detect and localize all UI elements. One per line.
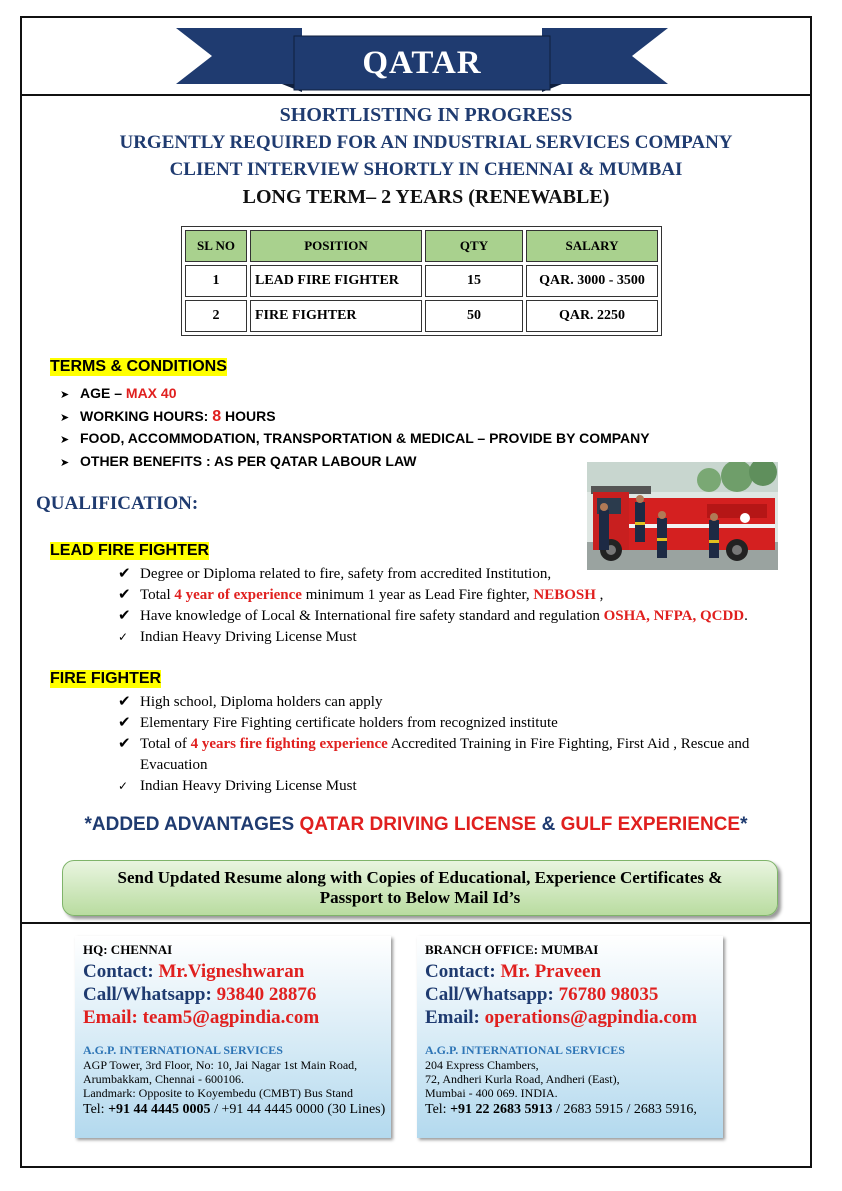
address-line: 204 Express Chambers, — [425, 1058, 539, 1072]
terms-list — [60, 382, 760, 472]
table-header: SALARY — [526, 230, 658, 262]
contact-line — [425, 960, 723, 983]
table-cell: 15 — [425, 265, 523, 297]
call-line — [83, 983, 391, 1006]
check-icon: ✔ — [118, 736, 131, 752]
text-segment: Accredited Training in Fire Fighting, First Aid , Rescue and Evacuation — [140, 736, 750, 773]
requirement-text: Indian Heavy Driving License Must — [140, 778, 357, 794]
list-item — [118, 564, 808, 585]
banner-title: QATAR — [362, 45, 482, 81]
resume-line: Send Updated Resume along with Copies of Educational, Experience Certificates & — [117, 868, 723, 887]
tel-primary: +91 44 4445 0005 — [108, 1102, 211, 1117]
list-item — [118, 606, 808, 627]
check-icon: ✔ — [118, 694, 131, 710]
tel-label: Tel: — [425, 1102, 451, 1117]
banner-divider — [20, 94, 812, 96]
list-item — [118, 776, 808, 797]
highlight-text: GULF EXPERIENCE — [560, 814, 741, 835]
email-line — [83, 1006, 391, 1029]
terms-title: TERMS & CONDITIONS — [50, 358, 227, 375]
list-item — [60, 405, 760, 428]
call-line — [425, 983, 723, 1006]
requirement-text — [140, 585, 808, 606]
address-line: AGP Tower, 3rd Floor, No: 10, Jai Nagar 1st Main Road, — [83, 1058, 358, 1072]
table-cell: FIRE FIGHTER — [250, 300, 422, 332]
branch-mumbai-card — [417, 936, 723, 1138]
term-label: AGE – — [80, 385, 126, 401]
tel-primary: +91 22 2683 5913 — [450, 1102, 553, 1117]
headline-required: URGENTLY REQUIRED FOR AN INDUSTRIAL SERVICES COMPANY — [119, 132, 733, 153]
address-line: Landmark: Opposite to Koyembedu (CMBT) Bus Stand — [83, 1086, 353, 1100]
contact-name: Mr.Vigneshwaran — [158, 961, 305, 982]
headline-shortlisting: SHORTLISTING IN PROGRESS — [279, 104, 573, 126]
check-icon: ✔ — [118, 608, 131, 624]
contact-label: Contact: — [83, 961, 159, 982]
term-unit: HOURS — [221, 407, 276, 424]
text-segment: . — [744, 608, 748, 624]
address-line: 72, Andheri Kurla Road, Andheri (East), — [425, 1072, 620, 1086]
tel-secondary: / +91 44 4445 0000 (30 Lines) — [210, 1102, 386, 1117]
hq-chennai-card — [75, 936, 391, 1138]
call-label: Call/Whatsapp: — [425, 984, 559, 1005]
arrow-bullet-icon: ➤ — [60, 434, 70, 447]
tel-line — [83, 1102, 391, 1118]
email-line — [425, 1006, 723, 1029]
text-segment: *ADDED ADVANTAGES — [84, 814, 300, 835]
email-link[interactable]: team5@agpindia.com — [142, 1007, 320, 1028]
contact-line — [83, 960, 391, 983]
tel-secondary: / 2683 5915 / 2683 5916, — [552, 1102, 697, 1117]
phone-number[interactable]: 93840 28876 — [216, 984, 317, 1005]
phone-number[interactable]: 76780 98035 — [558, 984, 659, 1005]
highlight-text: QATAR DRIVING LICENSE — [299, 814, 537, 835]
office-title: HQ: CHENNAI — [83, 942, 173, 957]
country-banner — [176, 26, 668, 92]
requirement-text: High school, Diploma holders can apply — [140, 694, 383, 710]
list-item — [118, 734, 808, 776]
table-cell: 2 — [185, 300, 247, 332]
text-segment: minimum 1 year as Lead Fire fighter, — [301, 587, 534, 603]
table-cell: 50 — [425, 300, 523, 332]
address-line: Mumbai - 400 069. INDIA. — [425, 1086, 558, 1100]
table-header-row — [185, 230, 658, 262]
fire-fighter-title: FIRE FIGHTER — [50, 670, 162, 687]
check-icon: ✔ — [118, 587, 131, 603]
arrow-bullet-icon: ➤ — [60, 389, 70, 401]
check-icon: ✓ — [118, 779, 129, 793]
requirement-text: Elementary Fire Fighting certificate holders from recognized institute — [140, 715, 558, 731]
email-label: Email: — [425, 1007, 485, 1028]
term-label: WORKING HOURS: — [80, 407, 213, 424]
headline-interview: CLIENT INTERVIEW SHORTLY IN CHENNAI & MUMBAI — [169, 159, 683, 180]
email-label: Email: — [83, 1007, 143, 1028]
table-cell: 1 — [185, 265, 247, 297]
fire-truck-icon — [587, 462, 778, 570]
list-item — [118, 627, 808, 648]
positions-table — [181, 226, 662, 336]
list-item — [60, 427, 760, 450]
table-row — [185, 265, 658, 297]
text-segment: * — [740, 814, 748, 835]
table-cell: LEAD FIRE FIGHTER — [250, 265, 422, 297]
table-header: POSITION — [250, 230, 422, 262]
address-line: Arumbakkam, Chennai - 600106. — [83, 1072, 244, 1086]
footer-divider — [20, 922, 812, 924]
arrow-bullet-icon: ➤ — [60, 456, 70, 469]
table-header: QTY — [425, 230, 523, 262]
highlight-text: OSHA, NFPA, QCDD — [603, 608, 745, 624]
headline-term: LONG TERM– 2 YEARS (RENEWABLE) — [242, 186, 610, 208]
check-icon: ✓ — [118, 630, 129, 644]
resume-line: Passport to Below Mail Id’s — [319, 888, 521, 907]
lead-requirements-list — [118, 564, 808, 648]
contact-label: Contact: — [425, 961, 501, 982]
list-item — [118, 713, 808, 734]
requirement-text — [140, 734, 808, 776]
term-text: OTHER BENEFITS : AS PER QATAR LABOUR LAW — [80, 452, 417, 469]
term-value: MAX 40 — [125, 385, 177, 401]
tel-label: Tel: — [83, 1102, 109, 1117]
requirement-text: Indian Heavy Driving License Must — [140, 629, 357, 645]
requirement-text: Degree or Diploma related to fire, safety from accredited Institution, — [140, 566, 552, 582]
fire-truck-image — [587, 462, 778, 570]
requirement-text — [140, 606, 808, 627]
list-item — [118, 585, 808, 606]
send-resume-banner — [62, 860, 778, 916]
table-header: SL NO — [185, 230, 247, 262]
term-text: FOOD, ACCOMMODATION, TRANSPORTATION & MEDICAL – PROVIDE BY COMPANY — [80, 430, 650, 447]
qualification-title: QUALIFICATION: — [36, 493, 199, 514]
email-link[interactable]: operations@agpindia.com — [484, 1007, 698, 1028]
term-value: 8 — [212, 407, 222, 425]
lead-fire-fighter-title: LEAD FIRE FIGHTER — [50, 542, 210, 559]
company-name: A.G.P. INTERNATIONAL SERVICES — [425, 1043, 625, 1057]
text-segment: Total of — [140, 736, 191, 752]
text-segment: Total — [140, 587, 175, 603]
check-icon: ✔ — [118, 566, 131, 582]
arrow-bullet-icon: ➤ — [60, 411, 70, 424]
added-advantages — [20, 814, 812, 836]
tel-line — [425, 1102, 723, 1118]
text-segment: Have knowledge of Local & International fire safety standard and regulation — [140, 608, 604, 624]
company-name: A.G.P. INTERNATIONAL SERVICES — [83, 1043, 283, 1057]
check-icon: ✔ — [118, 715, 131, 731]
text-segment: , — [595, 587, 604, 603]
highlight-text: NEBOSH — [533, 587, 596, 603]
office-title: BRANCH OFFICE: MUMBAI — [425, 942, 599, 957]
text-segment: & — [536, 814, 561, 835]
table-cell: QAR. 3000 - 3500 — [526, 265, 658, 297]
call-label: Call/Whatsapp: — [83, 984, 217, 1005]
list-item — [118, 692, 808, 713]
highlight-text: 4 years fire fighting experience — [190, 736, 388, 752]
table-row — [185, 300, 658, 332]
contact-name: Mr. Praveen — [500, 961, 602, 982]
fire-requirements-list — [118, 692, 808, 797]
table-cell: QAR. 2250 — [526, 300, 658, 332]
list-item — [60, 382, 760, 405]
highlight-text: 4 year of experience — [174, 587, 302, 603]
